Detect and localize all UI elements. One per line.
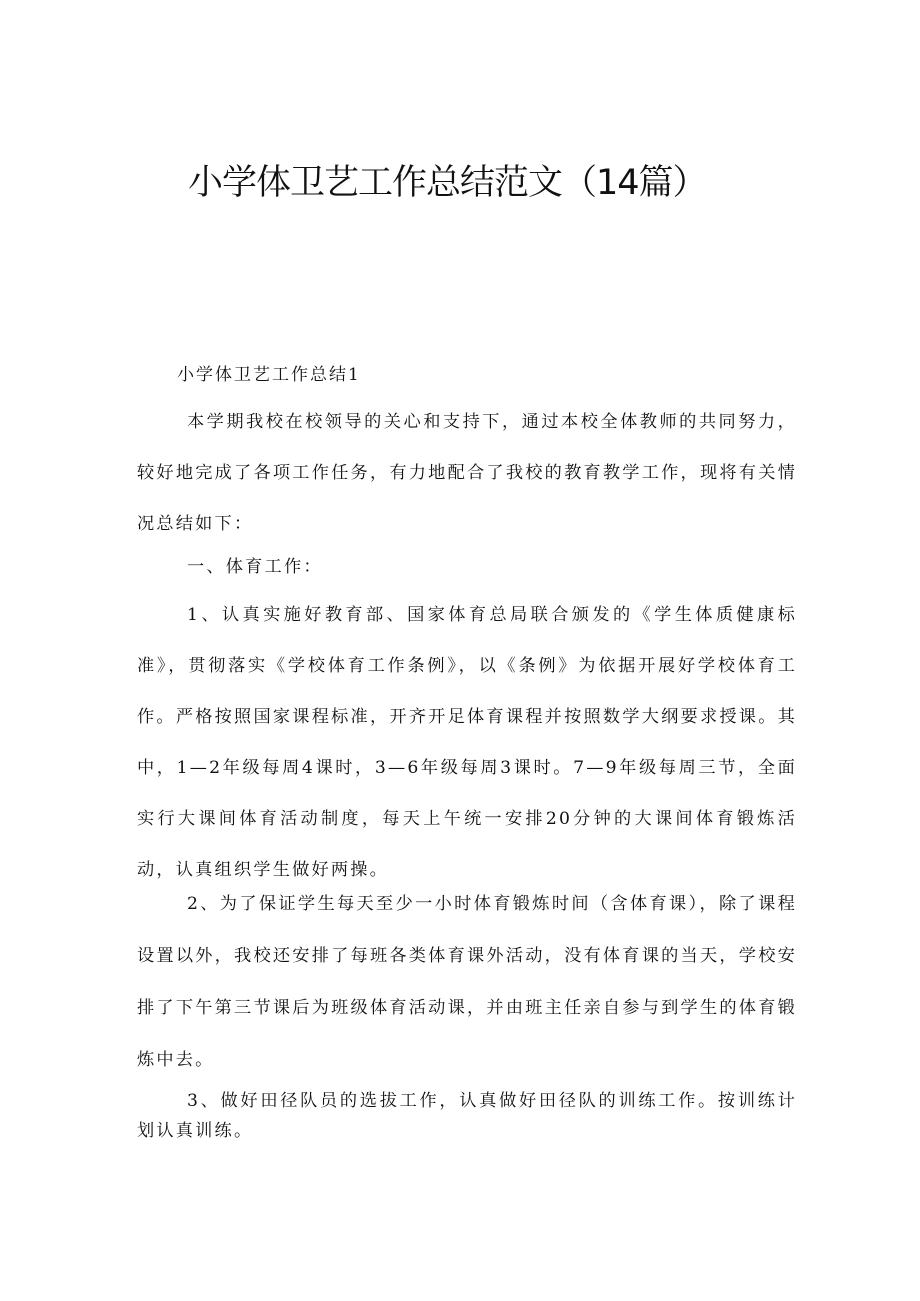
paragraph-item-3: 3、做好田径队员的选拔工作，认真做好田径队的训练工作。按训练计划认真训练。 xyxy=(137,1091,797,1141)
paragraph-subheading-sports: 一、体育工作： xyxy=(187,557,323,577)
document-title: 小学体卫艺工作总结范文（14篇） xyxy=(188,163,707,203)
paragraph-intro: 本学期我校在校领导的关心和支持下，通过本校全体教师的共同努力，较好地完成了各项工作任务，有力地配合了我校的教育教学工作，现将有关情况总结如下： xyxy=(137,412,797,534)
section-heading: 小学体卫艺工作总结1 xyxy=(177,365,361,385)
paragraph-item-2: 2、为了保证学生每天至少一小时体育锻炼时间（含体育课），除了课程设置以外，我校还安排了每班各类体育课外活动，没有体育课的当天，学校安排了下午第三节课后为班级体育活动课，并由班主任亲自参与到学生的体育锻炼中去。 xyxy=(137,894,797,1070)
paragraph-item-1: 1、认真实施好教育部、国家体育总局联合颁发的《学生体质健康标准》，贯彻落实《学校体育工作条例》，以《条例》为依据开展好学校体育工作。严格按照国家课程标准，开齐开足体育课程并按照数学大纲要求授课。其中，1—2年级每周4课时，3—6年级每周3课时。7—9年级每周三节，全面实行大课间体育活动制度，每天上午统一安排20分钟的大课间体育锻炼活动，认真组织学生做好两操。 xyxy=(137,605,797,880)
